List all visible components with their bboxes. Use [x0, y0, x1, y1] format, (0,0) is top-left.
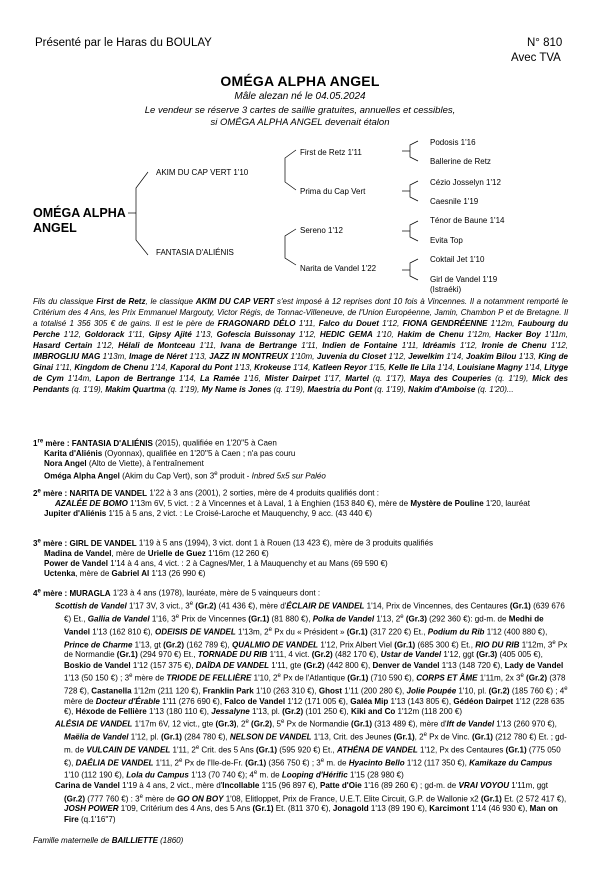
first-dam-section: 1re mère : FANTASIA D'ALIÉNIS (2015), qualifiée en 1'20''5 à Caen Karita d'Aliénis (Oyonnax), qualifiée en 1'20''5 à Caen ; n'a pas couru Nora Angel (Alto de Viette), à l'entraînement Oméga Alpha Angel (Akim du Cap Vert), son 3e produit - Inbred 5x5 sur Paléo: [33, 438, 326, 481]
sire: AKIM DU CAP VERT 1'10: [156, 168, 249, 177]
ds-sire: Ténor de Baune 1'14: [430, 216, 505, 225]
sire-dam: Prima du Cap Vert: [300, 187, 366, 196]
stallion-note-1: Le vendeur se réserve 3 cartes de saillie gratuites, annuelles et cessibles,: [144, 105, 456, 116]
dam-sire: Sereno 1'12: [300, 226, 343, 235]
second-dam-section: 2e mère : NARITA DE VANDEL 1'22 à 3 ans (2001), 2 sorties, mère de 4 produits qualifiés dont : AZALÉE DE BOMO 1'13m 6V, 5 vict. : 2 à Vincennes et à Laval, 1 à Enghien (153 840 €), mère de Mystère de Pouline 1'20, lauréat Jupiter d'Aliénis 1'15 à 5 ans, 2 vict. : Le Croisé-Laroche et Mauquenchy, 9 acc. (43 440 €): [33, 488, 530, 519]
dd-dam-note: (Istraéki): [430, 285, 462, 294]
dd-sire: Coktail Jet 1'10: [430, 255, 485, 264]
fourth-dam-section: 4e mère : MURAGLA 1'23 à 4 ans (1978), lauréate, mère de 5 vainqueurs dont : Scottish de Vandel 1'17 3V, 3 vict., 3e (Gr.2) (41 436 €), mère d'ÉCLAIR DE VANDEL 1'14, Prix de Vincennes, des Centaures (Gr.1) (639 676 €) Et., Gallia de Vandel 1'16, 3e Prix de Vincennes (Gr.1) (81 880 €), Polka de Vandel 1'13, 2e (Gr.3) (292 360 €): gd-m. de Medhi de Vandel 1'13 (162 810 €), ODEISIS DE VANDEL 1'13m, 2e Px du « Président » (Gr.1) (317 220 €) Et., Podium du Rib 1'12 (400 880 €), Prince de Charme 1'13, gt (Gr.2) (162 789 €), QUALMIO DE VANDEL 1'12, Prix Albert Viel (Gr.1) (685 300 €) Et., RIO DU RIB 1'12m, 3e Px de Normandie (Gr.1) (294 970 €) Et., TORNADE DU RIB 1'11, 4 vict. (Gr.2) (482 170 €), Ustar de Vandel 1'12, ggt (Gr.3) (405 005 €), Boskio de Vandel 1'12 (157 375 €), DAÏDA DE VANDEL 1'11, gte (Gr.2) (442 800 €), Denver de Vandel 1'13 (148 720 €), Lady de Vandel 1'13 (50 150 €) ; 3e mère de TRIODE DE FELLIÈRE 1'10, 2e Px de l'Atlantique (Gr.1) (710 590 €), CORPS ET ÂME 1'11m, 2x 3e (Gr.2) (378 728 €), Castanella 1'12m (211 120 €), Franklin Park 1'10 (263 310 €), Ghost 1'11 (200 280 €), Jolie Poupée 1'10, pl. (Gr.2) (185 760 €) ; 4e mère de Docteur d'Érable 1'11 (276 690 €), Falco de Vandel 1'12 (171 005 €), Galéa Mip 1'13 (143 805 €), Gédéon Dairpet 1'12 (228 635 €), Héxode de Fellière 1'13 (180 110 €), Jessalyne 1'13, pl. (Gr.2) (101 250 €), Kiki and Co 1'12m (118 200 €) ALÉSIA DE VANDEL 1'17m 6V, 12 vict., gte (Gr.3), 2e (Gr.2), 5e Px de Normandie (Gr.1) (313 489 €), mère d'Ift de Vandel 1'13 (260 970 €), Maëlia de Vandel 1'12, pl. (Gr.1) (284 780 €), NELSON DE VANDEL 1'13, Crit. des Jeunes (Gr.1), 2e Px de Vinc. (Gr.1) (212 780 €) Et. ; gd-m. de VULCAIN DE VANDEL 1'11, 2e Crit. des 5 Ans (Gr.1) (595 920 €) Et., ATHÉNA DE VANDEL 1'12, Px des Centaures (Gr.1) (775 050 €), DAÉLIA DE VANDEL 1'11, 2e Px de l'Ile-de-Fr. (Gr.1) (356 750 €) ; 3e m. de Hyacinto Bello 1'12 (117 350 €), Kamikaze du Campus 1'10 (112 190 €), Lola du Campus 1'13 (70 740 €); 4e m. de Looping d'Hérific 1'15 (28 980 €) Carina de Vandel 1'19 à 4 ans, 2 vict., mère d'Incollable 1'15 (96 897 €), Patte d'Oie 1'16 (89 260 €) ; gd-m. de VRAI VOYOU 1'11m, ggt (Gr.2) (777 760 €) : 3e mère de GO ON BOY 1'08, Elitloppet, Prix de France, U.E.T. Elite Circuit, G.P. de Wallonie x2 (Gr.1) Et. (2 572 417 €), JOSH POWER 1'09, Critérium des 4 Ans, des 5 Ans (Gr.1) Et. (811 370 €), Jonagold 1'13 (89 190 €), Karcimont 1'14 (46 930 €), Man on Fire (q.1'16''7): [33, 588, 568, 824]
third-dam-section: 3e mère : GIRL DE VANDEL 1'19 à 5 ans (1994), 3 vict. dont 1 à Rouen (13 423 €), mère de 3 produits qualifiés Madina de Vandel, mère de Urielle de Guez 1'16m (12 260 €) Power de Vandel 1'14 à 4 ans, 4 vict. : 2 à Cagnes/Mer, 1 à Mauquenchy et au Mans (69 590 €) Uctenka, mère de Gabriel Al 1'13 (26 990 €): [33, 538, 433, 579]
lot-number: N° 810: [527, 37, 563, 49]
horse-title: OMÉGA ALPHA ANGEL: [220, 73, 380, 89]
ss-sire: Podosis 1'16: [430, 138, 476, 147]
gen1-bracket: [136, 172, 148, 255]
maternal-family: Famille maternelle de BAILLIETTE (1860): [33, 836, 184, 845]
presenter: Présenté par le Haras du BOULAY: [35, 37, 212, 49]
stallion-note-2: si OMÉGA ALPHA ANGEL devenait étalon: [210, 117, 390, 128]
tva-note: Avec TVA: [511, 52, 561, 64]
sd-sire: Cézio Josselyn 1'12: [430, 178, 501, 187]
pedigree-subject: [33, 206, 126, 236]
dd-dam: Girl de Vandel 1'19: [430, 275, 498, 284]
dam: FANTASIA D'ALIÉNIS: [156, 248, 234, 257]
ss-dam: Ballerine de Retz: [430, 157, 491, 166]
sire-bracket: [285, 150, 296, 190]
ds-dam: Evita Top: [430, 236, 463, 245]
sd-dam: Caesnile 1'19: [430, 197, 479, 206]
pedigree-subject-line2: ANGEL: [33, 221, 77, 235]
pedigree-subject-line1: OMÉGA ALPHA: [33, 206, 126, 220]
dam-dam: Narita de Vandel 1'22: [300, 264, 377, 273]
sire-summary: Fils du classique First de Retz, le classique AKIM DU CAP VERT s'est imposé à 12 reprises dont 10 fois à Vincennes. Il a notamment remporté le Critérium des 4 Ans, les Prix Emmanuel Margouty, Victor Régis, de Tonnac-Villeneuve, de l'Union Européenne, Jamin, Chambon P et de Bretagne. Il a totalisé 1 356 305 € de gains. Il est le père de FRAGONARD DÉLO 1'11, Falco du Douet 1'12, FIONA GENDRÉENNE 1'12m, Faubourg du Perche 1'12, Goldorack 1'11, Gipsy Ajité 1'13, Gofescia Buissonay 1'12, HEDIC GEMA 1'10, Hakim de Chenu 1'12m, Hacker Boy 1'11m, Hasard Certain 1'12, Hélali de Montceau 1'11, Ivana de Bertrange 1'11, Indien de Fontaine 1'11, Idréamis 1'12, Ironie de Chenu 1'12, IMBROGLIU MAG 1'13m, Image de Néret 1'13, JAZZ IN MONTREUX 1'10m, Juvenia du Closet 1'12, Jewelkim 1'14, Joakim Bilou 1'13, King de Ginai 1'11, Kingdom de Chenu 1'14, Kaporal du Pont 1'13, Krokeuse 1'14, Katleen Reyor 1'15, Kelle Ile Lila 1'14, Louisiane Magny 1'14, Lityge de Cym 1'14m, Lapon de Bertrange 1'14, La Ramée 1'16, Mister Dairpet 1'17, Martel (q. 1'17), Maya des Couperies (q. 1'19), Mick des Pendants (q. 1'19), Makim Quartma (q. 1'19), My Name is Jones (q. 1'19), Maestria du Pont (q. 1'19), Nakim d'Amboise (q. 1'20)...: [33, 297, 569, 395]
dam-bracket: [285, 229, 296, 265]
sire-sire: First de Retz 1'11: [300, 148, 362, 157]
horse-description: Mâle alezan né le 04.05.2024: [234, 91, 366, 102]
